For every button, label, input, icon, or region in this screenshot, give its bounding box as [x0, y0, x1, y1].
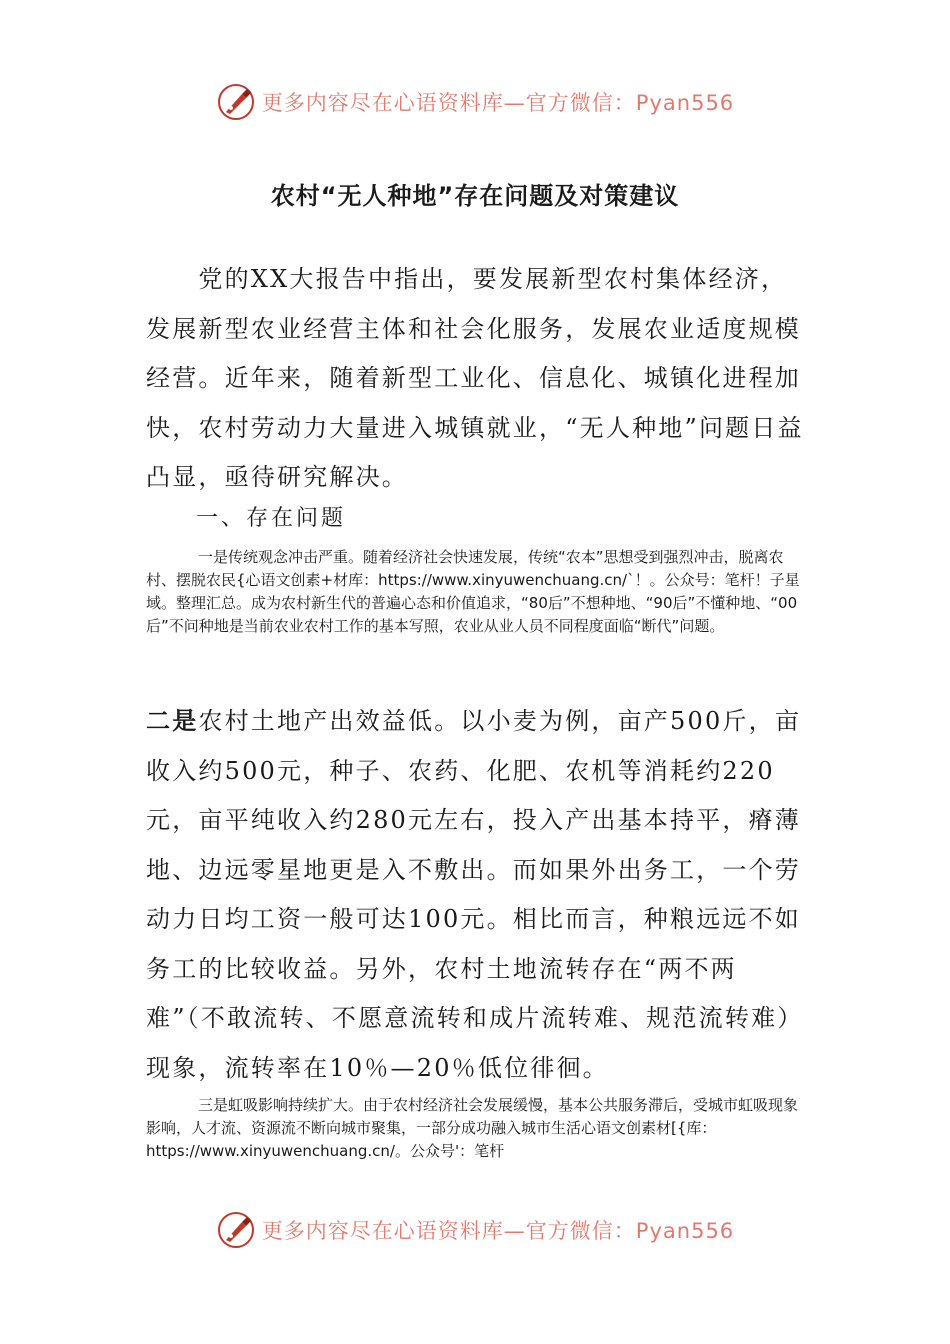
paragraph-problem-2 — [146, 697, 806, 1093]
paragraph-body: 农村土地产出效益低。以小麦为例，亩产500斤，亩收入约500元，种子、农药、化肥、农机等消耗约220元，亩平纯收入约280元左右，投入产出基本持平，瘠薄地、边远零星地更是入不敷出。而如果外出务工，一个劳动力日均工资一般可达100元。相比而言，种粮远远不如务工的比较收益。另外，农村土地流转存在“两不两难”（不敢流转、不愿意流转和成片流转难、规范流转难）现象，流转率在10％—20％低位徘徊。 — [146, 707, 804, 1082]
pen-nib-icon — [216, 1210, 256, 1250]
paragraph-lead: 二是 — [146, 707, 199, 735]
header-watermark-banner — [0, 80, 950, 124]
intro-paragraph: 党的XX大报告中指出，要发展新型农村集体经济，发展新型农业经营主体和社会化服务，发展农业适度规模经营。近年来，随着新型工业化、信息化、城镇化进程加快，农村劳动力大量进入城镇就业，“无人种地”问题日益凸显，亟待研究解决。 — [146, 265, 804, 491]
banner-text: 更多内容尽在心语资料库—官方微信：Pyan556 — [261, 91, 735, 115]
footer-watermark-banner — [0, 1208, 950, 1252]
section-heading: 一、存在问题 — [196, 506, 347, 531]
banner-text: 更多内容尽在心语资料库—官方微信：Pyan556 — [261, 1219, 735, 1243]
paragraph-problem-1: 一是传统观念冲击严重。随着经济社会快速发展，传统“农本”思想受到强烈冲击，脱离农村、摆脱农民{心语文创素+材库：https://www.xinyuwenchuang.cn/`！。公众号：笔杆！子星域。整理汇总。成为农村新生代的普遍心态和价值追求，“80后”不想种地、“90后”不懂种地、“00后”不问种地是当前农业农村工作的基本写照，农业从业人员不同程度面临“断代”问题。 — [146, 548, 800, 635]
paragraph-problem-3: 三是虹吸影响持续扩大。由于农村经济社会发展缓慢，基本公共服务滞后，受城市虹吸现象影响，人才流、资源流不断向城市聚集，一部分成功融入城市生活心语文创素材[{库：https://www.xinyuwenchuang.cn/。公众号'：笔杆 — [146, 1096, 799, 1160]
pen-nib-icon — [216, 82, 256, 122]
document-title: 农村“无人种地”存在问题及对策建议 — [270, 182, 680, 210]
